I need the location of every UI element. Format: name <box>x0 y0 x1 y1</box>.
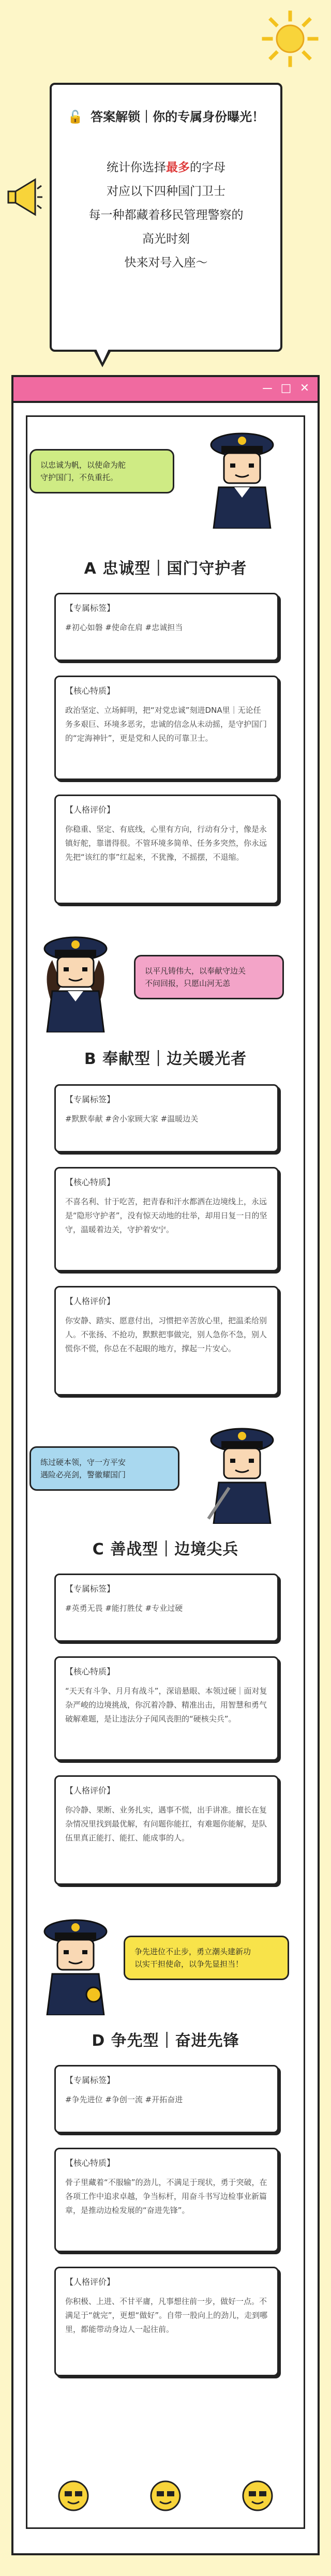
minimize-button[interactable]: － <box>261 382 273 396</box>
section-title-c: C 善战型｜边境尖兵 <box>92 1540 239 1559</box>
intro-line: 快来对号入座～ <box>124 256 208 269</box>
tag-card-c <box>54 1574 279 1642</box>
speech-bubble-c: 练过硬本领，守一方平安 遇险必亮剑，警徽耀国门 <box>29 1446 179 1491</box>
core-card-b <box>54 1167 279 1271</box>
lock-open-icon: 🔓 <box>67 110 83 124</box>
sun-icon <box>262 10 319 67</box>
card-text: 你稳重、坚定、有底线，心里有方向，行动有分寸，像是永镇好舵，靠谱得很。不管环境多简单、任务多突然，你永远先把“该红的事”红起来，不犹豫，不摇摆，不退缩。 <box>65 825 267 862</box>
eval-card-b <box>54 1286 279 1396</box>
card-label: 【核心特质】 <box>65 1667 115 1676</box>
emoji-row <box>27 2480 304 2512</box>
eval-card-c <box>54 1775 279 1885</box>
card-label: 【人格评价】 <box>65 2277 115 2287</box>
card-text: #初心如磐 #使命在肩 #忠诚担当 <box>65 623 183 632</box>
card-text: 骨子里藏着“不服输”的劲儿，不满足于现状，勇于突破，在各项工作中追求卓越，争当标杆，用奋斗书写边检事业新篇章，是推动边检发展的“奋进先锋”。 <box>65 2178 267 2215</box>
card-text: 不喜名利、甘于吃苦，把青春和汗水都洒在边境线上，永远是“隐形守护者”，没有惊天动地的壮举，却用日复一日的坚守，温暖着边关，守护着安宁。 <box>65 1197 267 1234</box>
retro-window <box>11 375 320 2555</box>
card-text: #默默奉献 #舍小家顾大家 #温暖边关 <box>65 1114 199 1124</box>
card-label: 【专属标签】 <box>65 1584 115 1594</box>
result-content <box>26 415 305 2529</box>
core-card-a <box>54 676 279 780</box>
eval-card-d <box>54 2267 279 2376</box>
intro-line: 高光时刻 <box>142 232 190 246</box>
card-text: #争先进位 #争创一流 #开拓奋进 <box>65 2095 183 2104</box>
card-text: “天天有斗争、月月有战斗”，深谙悬眼、本领过硬｜面对复杂严峻的边境挑战，你沉着冷静、精准出击，用智慧和勇气破解难题，是让违法分子闻风丧胆的“硬核尖兵”。 <box>65 1686 267 1724</box>
section-title-d: D 争先型｜奋进先锋 <box>92 2032 239 2050</box>
card-label: 【核心特质】 <box>65 2158 115 2168</box>
card-text: 你冷静、果断、业务扎实，遇事不慌，出手讲准。擅长在复杂情况里找到最优解，有问题你能扛，有难题你能解，是队伍里真正能打、能扛、能成事的人。 <box>65 1805 267 1843</box>
intro-header <box>52 107 280 125</box>
police-officer-icon <box>198 1420 286 1524</box>
card-text: 政治坚定、立场鲜明，把“对党忠诚”刻进DNA里｜无论任务多艰巨、环境多恶劣，忠诚的信念从未动摇，是守护国门的“定海神针”，更是党和人民的可靠卫士。 <box>65 706 267 743</box>
core-card-c <box>54 1656 279 1761</box>
intro-header-text: 答案解锁｜你的专属身份曝光！ <box>91 110 265 124</box>
section-title-b: B 奉献型｜边关暖光者 <box>84 1050 247 1068</box>
card-text: 你积极、上进、不甘平庸，凡事想往前一步，做好一点。不满足于“就完”，更想“做好”。自带一股向上的劲儿，走到哪里，都能带动身边人一起往前。 <box>65 2297 268 2334</box>
speech-bubble-d: 争先进位不止步，勇立潮头建新功 以实干担使命，以争先显担当！ <box>124 1936 289 1980</box>
megaphone-icon <box>6 173 42 220</box>
police-officer-icon <box>32 1912 119 2015</box>
intro-line: 统计你选择最多的字母 <box>107 161 225 174</box>
speech-bubble-b: 以平凡铸伟大，以奉献守边关 不问回报，只愿山河无恙 <box>134 955 284 999</box>
card-label: 【人格评价】 <box>65 805 115 815</box>
card-label: 【专属标签】 <box>65 603 115 613</box>
eval-card-a <box>54 795 279 904</box>
section-title-a: A 忠诚型｜国门守护者 <box>84 560 247 578</box>
tag-card-b <box>54 1084 279 1152</box>
card-text: #英勇无畏 #能打胜仗 #专业过硬 <box>65 1604 183 1613</box>
police-officer-icon <box>32 929 119 1032</box>
close-button[interactable]: ✕ <box>299 381 310 395</box>
intro-text <box>52 156 280 275</box>
card-label: 【核心特质】 <box>65 1177 115 1187</box>
emoji-face-icon <box>242 2480 274 2512</box>
card-label: 【人格评价】 <box>65 1786 115 1795</box>
intro-line: 每一种都藏着移民管理警察的 <box>88 208 244 222</box>
maximize-button[interactable]: □ <box>280 381 292 395</box>
card-label: 【专属标签】 <box>65 1095 115 1104</box>
tag-card-a <box>54 593 279 661</box>
card-label: 【人格评价】 <box>65 1296 115 1306</box>
card-label: 【核心特质】 <box>65 686 115 696</box>
emoji-face-icon <box>57 2480 89 2512</box>
window-titlebar <box>13 377 318 403</box>
intro-line: 对应以下四种国门卫士 <box>107 185 225 198</box>
core-card-d <box>54 2148 279 2252</box>
card-label: 【专属标签】 <box>65 2075 115 2085</box>
speech-bubble-a: 以忠诚为帆，以使命为舵 守护国门，不负重托。 <box>29 449 174 493</box>
emoji-face-icon <box>149 2480 182 2512</box>
tag-card-d <box>54 2065 279 2133</box>
intro-speech-bubble <box>50 83 282 352</box>
police-officer-icon <box>198 425 286 529</box>
card-text: 你安静、踏实、愿意付出，习惯把辛苦放心里，把温柔给别人。不张扬、不抢功，默默把事做完，别人急你不急，别人慌你不慌，你总在不起眼的地方，撑起一片安心。 <box>65 1316 267 1353</box>
